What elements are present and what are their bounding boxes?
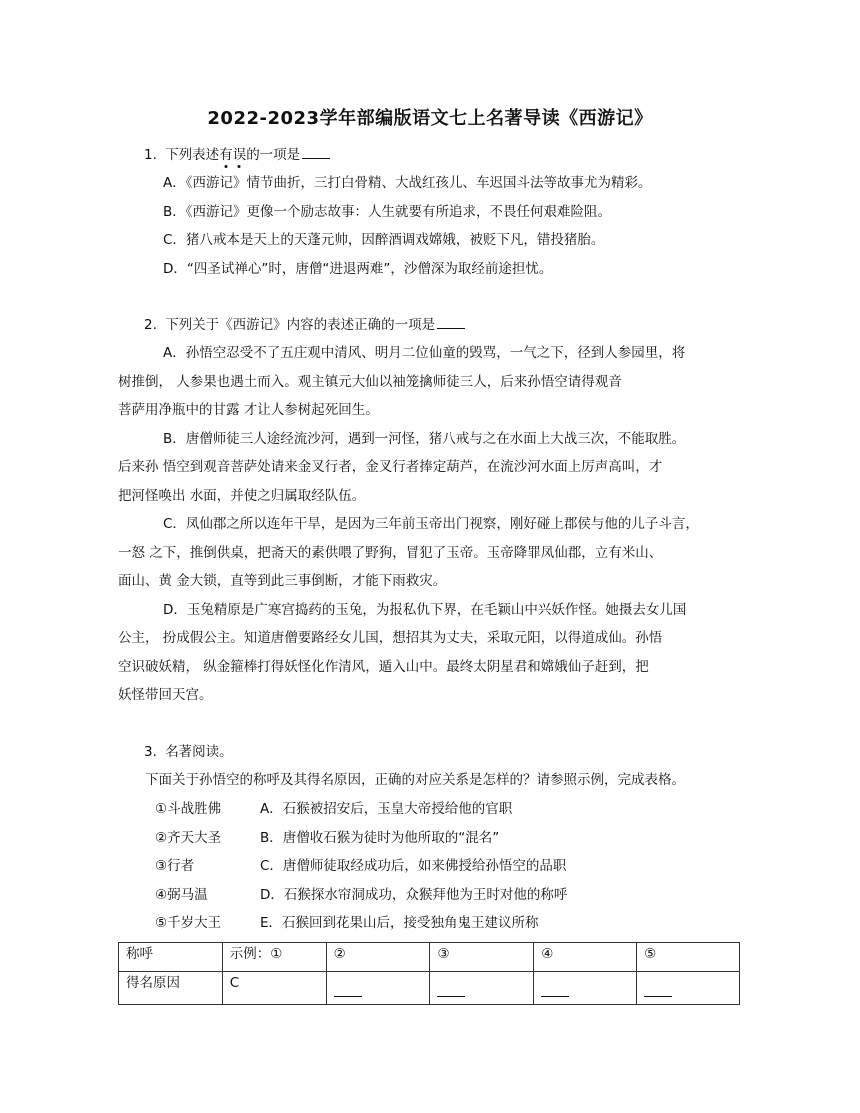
answer-blank — [334, 982, 362, 997]
q2-option-b-line1: B．唐僧师徒三人途经流沙河，遇到一河怪，猪八戒与之在水面上大战三次，不能取胜。 — [163, 431, 686, 447]
q2-option-d-line1: D．玉兔精原是广寒宫捣药的玉兔，为报私仇下界，在毛颖山中兴妖作怪。她摄去女儿国 — [163, 602, 687, 618]
q3-answer-table — [118, 942, 740, 1005]
q1-number: 1. — [144, 147, 157, 163]
q3-name-5: ⑤千岁大王 — [155, 915, 222, 931]
q3-intro: 下面关于孙悟空的称呼及其得名原因，正确的对应关系是怎样的？请参照示例，完成表格。 — [145, 772, 685, 788]
q3-name-4: ④弼马温 — [155, 887, 208, 903]
q2-option-a-line1: A．孙悟空忍受不了五庄观中清风、明月二位仙童的毁骂，一气之下，径到人参园里，将 — [163, 345, 686, 361]
q3-reason-c: C．唐僧师徒取经成功后，如来佛授给孙悟空的品职 — [260, 858, 567, 874]
table-col-5: ⑤ — [637, 943, 740, 972]
q2-option-a-line3: 菩萨用净瓶中的甘露 才让人参树起死回生。 — [118, 402, 379, 418]
q1-option-b: B．《西游记》更像一个励志故事：人生就要有所追求，不畏任何艰难险阻。 — [163, 204, 612, 220]
q2-option-d-line3: 空识破妖精， 纵金箍棒打得妖怪化作清风，遁入山中。最终太阴星君和嫦娥仙子赶到，把 — [118, 659, 649, 675]
table-example-name: 示例：① — [222, 943, 326, 972]
q1-stem-text-a: 下列表述 — [165, 147, 220, 163]
q2-option-c-line3: 面山、黄 金大锁，直等到此三事倒断，才能下雨救灾。 — [118, 573, 447, 589]
q2-number: 2. — [144, 317, 157, 333]
q3-number: 3. — [144, 744, 157, 760]
q3-name-2: ②齐天大圣 — [155, 830, 222, 846]
q1-option-d: D．“四圣试禅心”时，唐僧“进退两难”，沙僧深为取经前途担忧。 — [163, 261, 553, 277]
page-title: 2022-2023学年部编版语文七上名著导读《西游记》 — [207, 108, 653, 129]
q1-emphasis-2: 误 — [232, 147, 247, 163]
q1-option-a: A．《西游记》情节曲折，三打白骨精、大战红孩儿、车迟国斗法等故事尤为精彩。 — [163, 175, 652, 191]
q3-name-1: ①斗战胜佛 — [155, 801, 222, 817]
q3-stem — [144, 742, 233, 762]
q2-option-d-line2: 公主， 扮成假公主。知道唐僧要路经女儿国，想招其为丈夫，采取元阳，以得道成仙。孙悟 — [118, 630, 663, 646]
answer-blank — [644, 982, 672, 997]
table-col-2: ② — [326, 943, 430, 972]
table-answer-cell-2[interactable] — [326, 972, 430, 1005]
answer-blank — [541, 982, 569, 997]
q3-heading: 名著阅读。 — [165, 744, 233, 760]
q3-name-3: ③行者 — [155, 858, 195, 874]
q2-stem-text: 下列关于《西游记》内容的表述正确的一项是 — [165, 317, 436, 333]
table-header-reason: 得名原因 — [119, 972, 223, 1005]
q1-option-c: C．猪八戒本是天上的天蓬元帅，因醉酒调戏嫦娥，被贬下凡，错投猪胎。 — [163, 232, 605, 248]
q3-reason-d: D．石猴探水帘洞成功，众猴拜他为王时对他的称呼 — [260, 887, 568, 903]
table-header-name: 称呼 — [119, 943, 223, 972]
answer-blank — [437, 982, 465, 997]
q3-reason-a: A．石猴被招安后，玉皇大帝授给他的官职 — [260, 801, 513, 817]
table-answer-cell-3[interactable] — [430, 972, 534, 1005]
q2-stem — [144, 315, 465, 335]
q2-option-a-line2: 树推倒， 人参果也遇土而入。观主镇元大仙以袖笼擒师徒三人，后来孙悟空请得观音 — [118, 374, 622, 390]
q1-stem — [144, 145, 330, 165]
table-row — [119, 972, 740, 1005]
table-answer-cell-5[interactable] — [637, 972, 740, 1005]
q3-reason-e: E．石猴回到花果山后，接受独角鬼王建议所称 — [260, 915, 539, 931]
q2-option-b-line3: 把河怪唤出 水面，并使之归属取经队伍。 — [118, 488, 366, 504]
q2-option-b-line2: 后来孙 悟空到观音菩萨处请来金叉行者，金叉行者捧定葫芦，在流沙河水面上厉声高叫，才 — [118, 459, 663, 475]
q2-option-c-line2: 一怒 之下，推倒供桌，把斋天的素供喂了野狗，冒犯了玉帝。玉帝降罪凤仙郡，立有米山、 — [118, 545, 663, 561]
q1-emphasis-1: 有 — [219, 147, 233, 163]
table-col-3: ③ — [430, 943, 534, 972]
q3-reason-b: B．唐僧收石猴为徒时为他所取的“混名” — [260, 830, 500, 846]
table-col-4: ④ — [534, 943, 637, 972]
table-row — [119, 943, 740, 972]
q1-stem-text-b: 的一项是 — [246, 147, 301, 163]
table-answer-cell-4[interactable] — [534, 972, 637, 1005]
table-example-reason: C — [222, 972, 326, 1005]
q1-answer-blank[interactable] — [302, 146, 330, 159]
q2-answer-blank[interactable] — [437, 316, 465, 329]
q2-option-c-line1: C．凤仙郡之所以连年干旱，是因为三年前玉帝出门视察，刚好碰上郡侯与他的儿子斗言， — [163, 516, 699, 532]
q2-option-d-line4: 妖怪带回天宫。 — [118, 687, 213, 703]
